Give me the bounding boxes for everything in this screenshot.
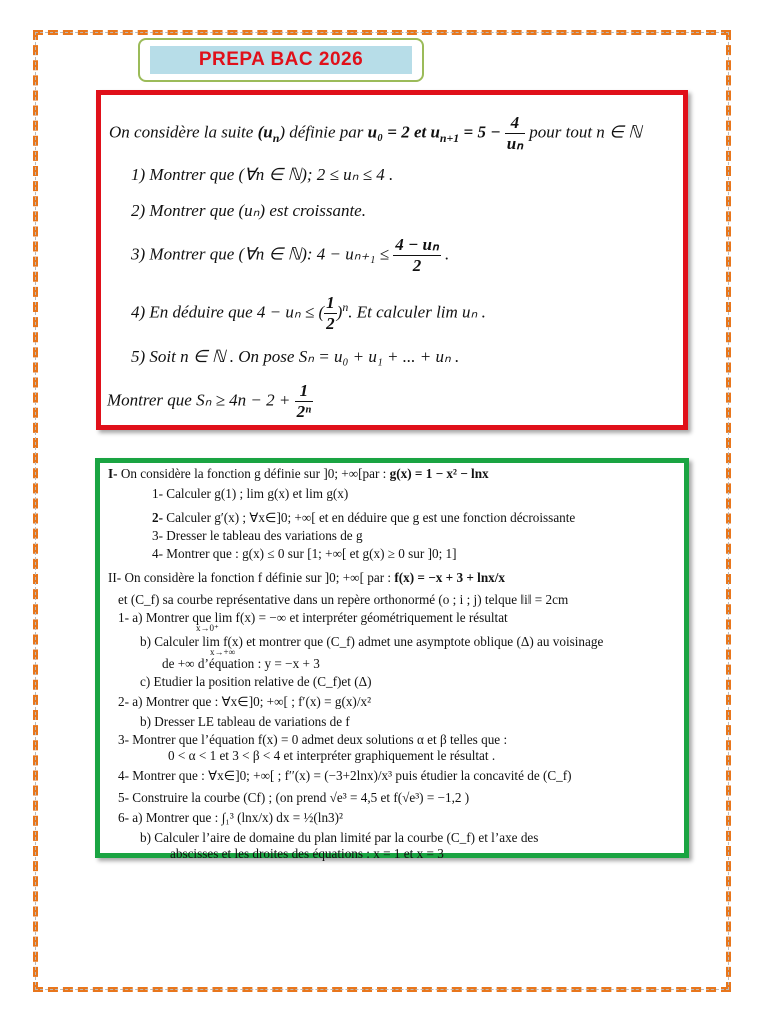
title-box [138, 38, 424, 82]
ex1-intro-frac: $\frac{4}{\text{uₙ}}$ [506, 113, 523, 153]
ex2-p2-q6b2: abscisses et les droites des équations : x = 1 et x = 3 [170, 846, 444, 861]
ex1-question-2: 2) Montrer que (uₙ) est croissante. [131, 201, 366, 220]
ex2-p1-q1: 1- Calculer g(1) ; lim g(x) et lim g(x) [152, 486, 349, 501]
ex1-intro-init: u₀ = 2 et u [367, 122, 440, 142]
ex1-intro-text: On considère la suite [109, 122, 258, 142]
ex1-intro-sym: (u [257, 122, 273, 142]
ex2-p2-q2b: b) Dresser LE tableau de variations de f [140, 714, 350, 729]
exercise-2-box [95, 458, 689, 861]
page-title: PREPA BAC 2026 [150, 46, 412, 74]
ex2-p2-q3: 3- Montrer que l’équation f(x) = 0 admet deux solutions α et β telles que : [118, 732, 508, 747]
ex2-p2-q1b2: de +∞ d’équation : y = −x + 3 [162, 656, 320, 671]
ex2-p2-q4: 4- Montrer que : ∀x∈]0; +∞[ ; f′′(x) = (−3+2lnx)/x³ puis étudier la concavité de (C_f) [118, 768, 572, 783]
ex1-intro: On considère la suite $(u_n)$ définie par u₀ = 2 et $u_{n+1} = 5$ − $\frac{4}{\text{uₙ}}$ pour tout n ∈ ℕ [109, 113, 642, 153]
ex1-q6-frac: $\frac{1}{\text{2ⁿ}}$ [296, 381, 312, 421]
ex2-f-formula: f(x) = −x + 3 + lnx/x [394, 570, 506, 585]
ex2-p1-q4: 4- Montrer que : g(x) ≤ 0 sur [1; +∞[ et g(x) ≥ 0 sur ]0; 1] [152, 546, 457, 561]
ex1-intro-eq: = 5 − [459, 122, 505, 142]
ex2-p1-q2: 2- Calculer g′(x) ; ∀x∈]0; +∞[ et en déduire que g est une fonction décroissante [152, 510, 576, 525]
ex1-intro-rec: n+1 [439, 130, 460, 145]
ex2-p2-q5: 5- Construire la courbe (Cf) ; (on prend √e³ = 4,5 et f(√e³) = −1,2 ) [118, 790, 470, 805]
ex2-p2-q1a: 1- a) Montrer que lim f(x) = −∞ et interpréter géométriquement le résultat [118, 610, 508, 625]
ex2-p2-q3b: 0 < α < 1 et 3 < β < 4 et interpréter graphiquement le résultat . [168, 748, 496, 763]
ex1-q3-frac: $\frac{\text{4 − uₙ}}{2}$ [395, 235, 439, 275]
ex1-question-3: 3) Montrer que (∀n ∈ ℕ): 4 − uₙ₊₁ ≤ $\frac{\text{4 − uₙ}}{2}$ . [131, 235, 450, 275]
ex1-question-4: 4) En déduire que 4 − uₙ ≤ ( $\frac{1}{2}$ )$^n$. Et calculer lim uₙ . [131, 293, 486, 333]
ex1-q4-frac: $\frac{1}{2}$ [326, 293, 335, 333]
ex2-p2-q6a: 6- a) Montrer que : ∫₁³ (lnx/x) dx = ½(ln3)² [118, 810, 343, 825]
ex2-part1-intro: I- On considère la fonction g définie sur ]0; +∞[par : g(x) = 1 − x² − lnx [108, 466, 489, 481]
ex2-p2-q1c: c) Etudier la position relative de (C_f)et (Δ) [140, 674, 372, 689]
ex1-intro-text-c: pour tout n ∈ ℕ [525, 122, 642, 142]
ex2-part2-intro: II- On considère la fonction f définie sur ]0; +∞[ par : f(x) = −x + 3 + lnx/x [108, 570, 506, 585]
ex1-question-6: Montrer que Sₙ ≥ 4n − 2 + $\frac{1}{\text{2ⁿ}}$ [107, 381, 312, 421]
ex1-intro-text-b: ) définie par [279, 122, 368, 142]
ex2-p2-q1a-sub: x→0⁺ [196, 623, 219, 633]
ex1-question-1: 1) Montrer que (∀n ∈ ℕ); 2 ≤ uₙ ≤ 4 . [131, 165, 394, 184]
ex1-question-5: 5) Soit n ∈ ℕ . On pose Sₙ = u₀ + u₁ + ... + uₙ . [131, 347, 460, 366]
ex2-p2-line2: et (C_f) sa courbe représentative dans un repère orthonormé (o ; i ; j) telque ‖i‖ = 2cm [118, 592, 569, 607]
exercise-1-box [96, 90, 688, 430]
ex2-p1-q3: 3- Dresser le tableau des variations de g [152, 528, 363, 543]
ex2-p2-q6b: b) Calculer l’aire de domaine du plan limité par la courbe (C_f) et l’axe des [140, 830, 539, 845]
ex2-p2-q1b: b) Calculer lim f(x) et montrer que (C_f) admet une asymptote oblique (Δ) au voisinage [140, 634, 604, 649]
ex2-p2-q1b-sub: x→+∞ [210, 647, 235, 657]
ex2-g-formula: g(x) = 1 − x² − lnx [389, 466, 489, 481]
ex2-p2-q2a: 2- a) Montrer que : ∀x∈]0; +∞[ ; f′(x) = g(x)/x² [118, 694, 372, 709]
